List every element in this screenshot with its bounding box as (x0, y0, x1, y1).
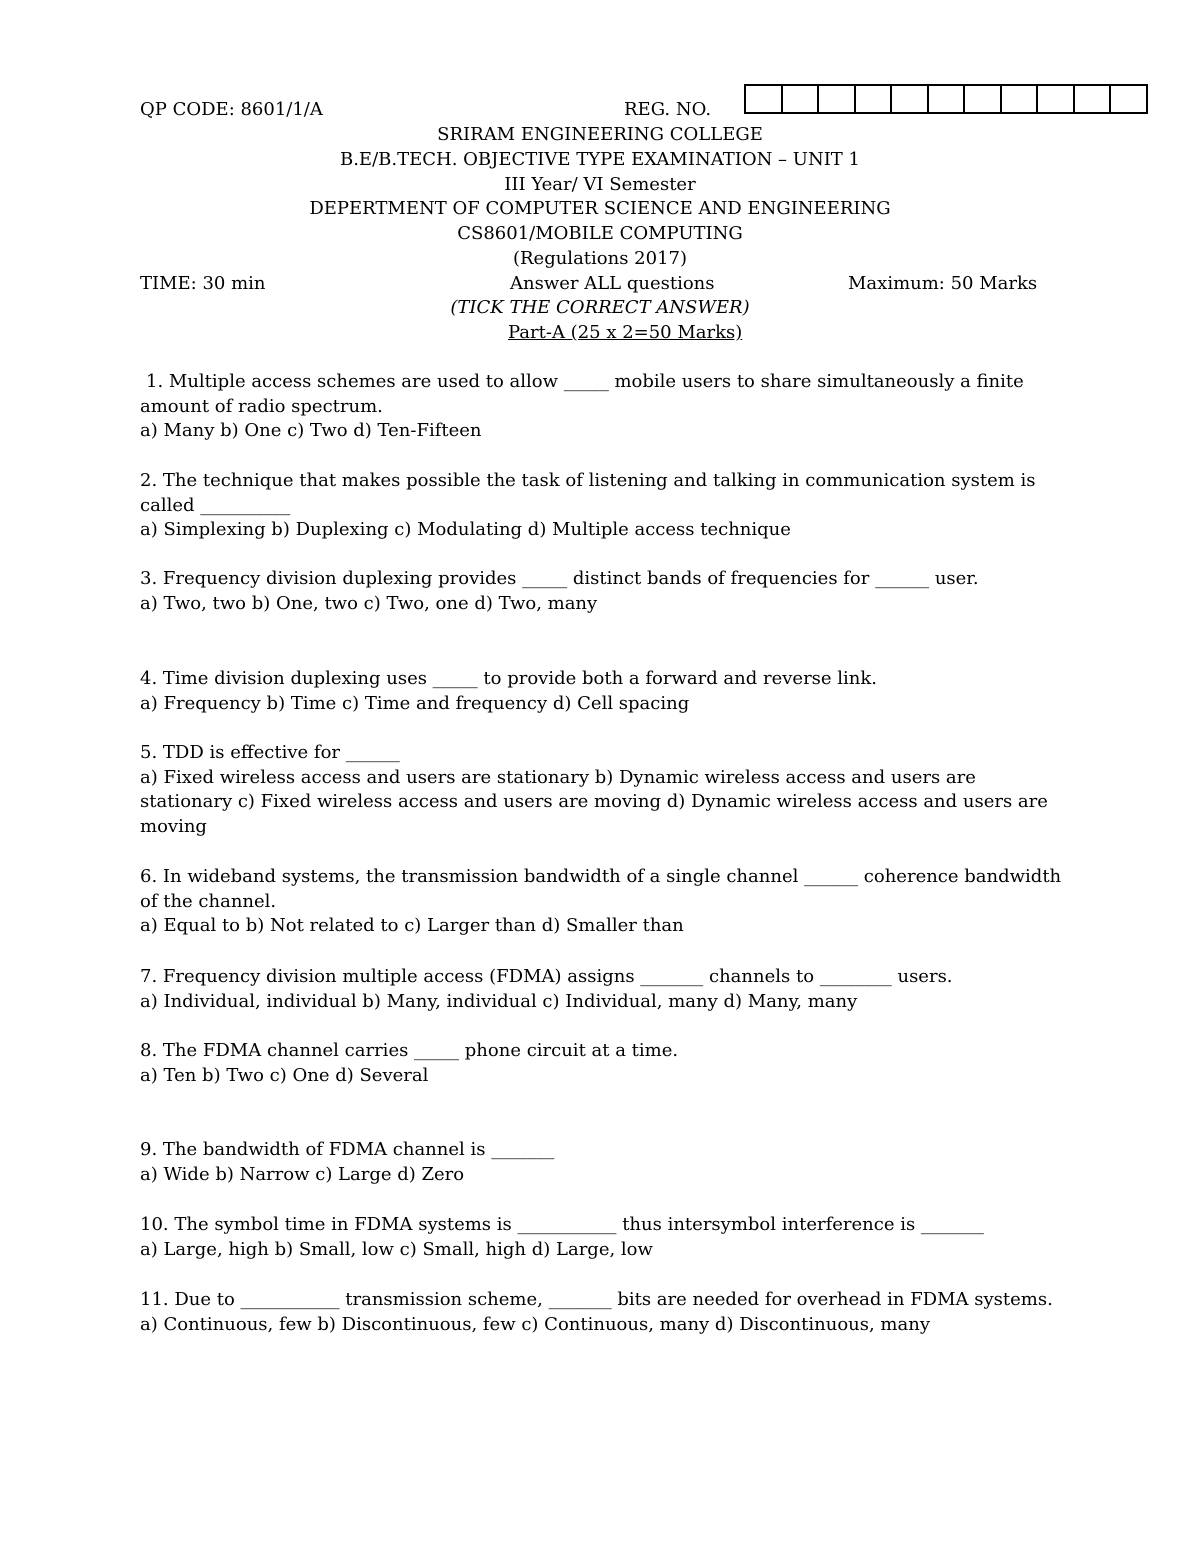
question-4 (140, 667, 1070, 716)
reg-no-box[interactable] (746, 86, 783, 112)
question-text: 3. Frequency division duplexing provides _____ distinct bands of frequencies for ______ user. (140, 568, 979, 589)
tick-note: (TICK THE CORRECT ANSWER) (450, 297, 750, 318)
question-8 (140, 1039, 1070, 1088)
question-options[interactable]: a) Many b) One c) Two d) Ten-Fifteen (140, 420, 482, 442)
reg-no-box[interactable] (1038, 86, 1075, 112)
question-options[interactable]: a) Frequency b) Time c) Time and frequency d) Cell spacing (140, 692, 690, 714)
question-11 (140, 1288, 1070, 1337)
question-options[interactable]: a) Equal to b) Not related to c) Larger than d) Smaller than (140, 915, 684, 937)
question-text: 10. The symbol time in FDMA systems is ___________ thus intersymbol interference is _______ (140, 1214, 984, 1235)
question-text: 9. The bandwidth of FDMA channel is _______ (140, 1139, 555, 1160)
reg-no-box[interactable] (1002, 86, 1039, 112)
regulations: (Regulations 2017) (512, 248, 688, 269)
reg-no-box[interactable] (965, 86, 1002, 112)
question-text: 1. Multiple access schemes are used to allow _____ mobile users to share simultaneously a finite amount of radio spectrum. (140, 371, 1024, 417)
question-6 (140, 865, 1070, 939)
question-10 (140, 1213, 1070, 1262)
question-3 (140, 567, 1070, 616)
question-1 (140, 370, 1070, 444)
question-options[interactable]: a) Wide b) Narrow c) Large d) Zero (140, 1163, 465, 1185)
qp-code: QP CODE: 8601/1/A (140, 99, 323, 120)
instruction: Answer ALL questions (510, 273, 715, 294)
question-text: 8. The FDMA channel carries _____ phone circuit at a time. (140, 1040, 679, 1061)
time-limit: TIME: 30 min (140, 273, 266, 294)
question-9 (140, 1138, 1070, 1187)
reg-no-box[interactable] (1111, 86, 1148, 112)
question-text: 6. In wideband systems, the transmission bandwidth of a single channel ______ coherence bandwidth of the channel. (140, 866, 1062, 912)
question-5 (140, 741, 1070, 839)
course-title: CS8601/MOBILE COMPUTING (457, 223, 743, 244)
question-text: 11. Due to ___________ transmission scheme, _______ bits are needed for overhead in FDMA systems. (140, 1289, 1053, 1310)
question-7 (140, 965, 1070, 1014)
reg-no-box[interactable] (892, 86, 929, 112)
question-options[interactable]: a) Individual, individual b) Many, individual c) Individual, many d) Many, many (140, 990, 858, 1012)
question-text: 7. Frequency division multiple access (FDMA) assigns _______ channels to ________ users. (140, 966, 953, 987)
question-text: 2. The technique that makes possible the task of listening and talking in communication system is called __________ (140, 470, 1036, 516)
question-options[interactable]: a) Large, high b) Small, low c) Small, high d) Large, low (140, 1238, 653, 1260)
reg-no-box[interactable] (929, 86, 966, 112)
reg-no-box[interactable] (783, 86, 820, 112)
question-options[interactable]: a) Continuous, few b) Discontinuous, few c) Continuous, many d) Discontinuous, many (140, 1313, 930, 1335)
reg-no-box[interactable] (856, 86, 893, 112)
question-options[interactable]: a) Fixed wireless access and users are stationary b) Dynamic wireless access and users are stationary c) Fixed wireless access and users are moving d) Dynamic wireless access and users are moving (140, 766, 1048, 837)
college-name: SRIRAM ENGINEERING COLLEGE (437, 124, 763, 145)
question-options[interactable]: a) Two, two b) One, two c) Two, one d) Two, many (140, 592, 598, 614)
question-options[interactable]: a) Simplexing b) Duplexing c) Modulating d) Multiple access technique (140, 519, 791, 541)
department: DEPERTMENT OF COMPUTER SCIENCE AND ENGINEERING (309, 198, 891, 219)
question-options[interactable]: a) Ten b) Two c) One d) Several (140, 1064, 429, 1086)
reg-no-box[interactable] (819, 86, 856, 112)
question-text: 5. TDD is effective for ______ (140, 742, 400, 763)
question-2 (140, 469, 1070, 543)
max-marks: Maximum: 50 Marks (848, 273, 1038, 294)
question-text: 4. Time division duplexing uses _____ to provide both a forward and reverse link. (140, 668, 878, 689)
reg-no-box[interactable] (1075, 86, 1112, 112)
year-semester: III Year/ VI Semester (504, 174, 696, 195)
part-heading: Part-A (25 x 2=50 Marks) (508, 322, 743, 343)
reg-no-boxes[interactable] (744, 84, 1148, 114)
reg-no-label: REG. NO. (624, 99, 712, 120)
exam-title: B.E/B.TECH. OBJECTIVE TYPE EXAMINATION – UNIT 1 (339, 149, 860, 170)
